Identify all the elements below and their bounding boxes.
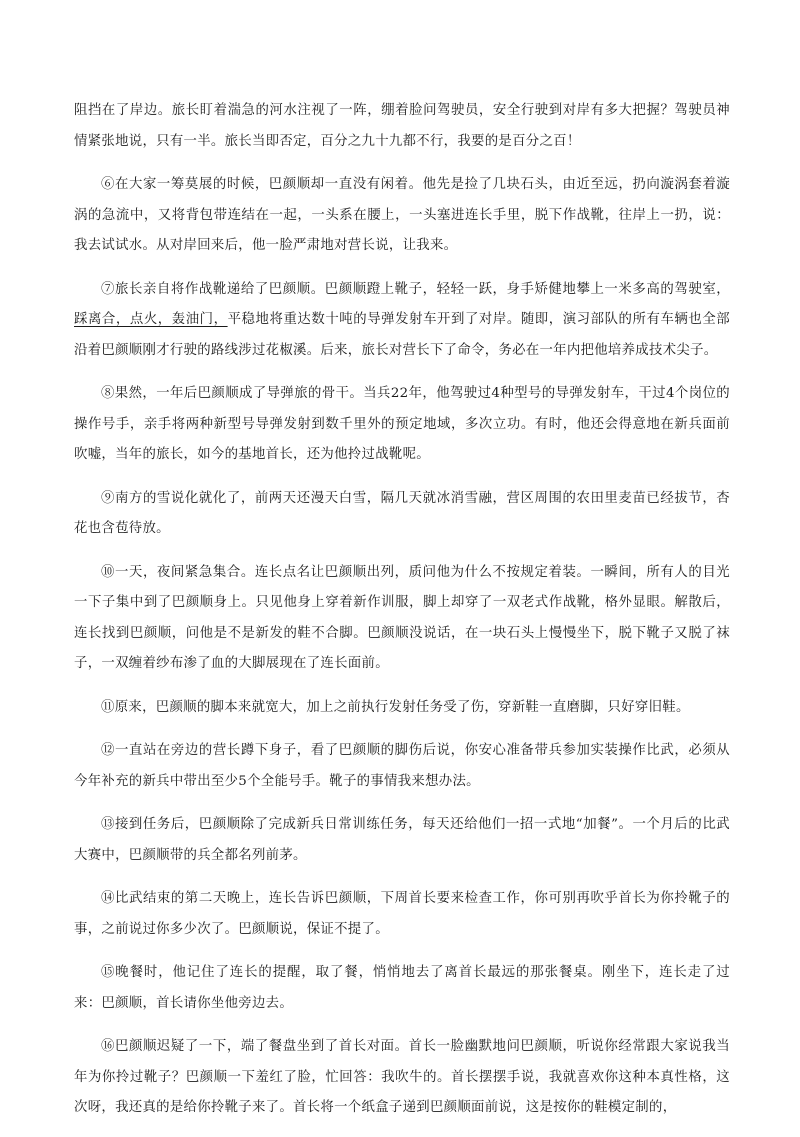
paragraph-text: 平稳地将重达数十吨的导弹发射车开到了对岸。随即，演习部队的所有车辆也全部沿着巴颜顺刚才行驶的路线涉过花椒溪。后来，旅长对营长下了命令，务必在一年内把他培养成技术尖子。 xyxy=(74,312,730,358)
paragraph-text: ⑦旅长亲自将作战靴递给了巴颜顺。巴颜顺蹬上靴子，轻轻一跃，身手矫健地攀上一米多高的驾驶室， xyxy=(101,281,730,297)
paragraph-6 xyxy=(74,170,730,262)
paragraph-text: ⑭比武结束的第二天晚上，连长告诉巴颜顺，下周首长要来检查工作，你可别再吹乎首长为你拎靴子的事，之前说过你多少次了。巴颜顺说，保证不提了。 xyxy=(74,891,730,937)
paragraph-text: ⑮晚餐时，他记住了连长的提醒，取了餐，悄悄地去了离首长最远的那张餐桌。刚坐下，连长走了过来：巴颜顺，首长请你坐他旁边去。 xyxy=(74,965,730,1011)
paragraph-8 xyxy=(74,379,730,471)
paragraph-text: 阻挡在了岸边。旅长盯着湍急的河水注视了一阵，绷着脸问驾驶员，安全行驶到对岸有多大把握？驾驶员神情紧张地说，只有一半。旅长当即否定，百分之九十九都不行，我要的是百分之百！ xyxy=(74,103,730,149)
paragraph-10 xyxy=(74,558,730,680)
paragraph-continuation xyxy=(74,96,730,157)
paragraph-9 xyxy=(74,484,730,545)
paragraph-12 xyxy=(74,736,730,797)
paragraph-16 xyxy=(74,1032,730,1124)
paragraph-13 xyxy=(74,810,730,871)
document-page xyxy=(74,96,730,1137)
paragraph-text: ⑩一天，夜间紧急集合。连长点名让巴颜顺出列，质问他为什么不按规定着装。一瞬间，所有人的目光一下子集中到了巴颜顺身上。只见他身上穿着新作训服，脚上却穿了一双老式作战靴，格外显眼。解散后，连长找到巴颜顺，问他是不是新发的鞋不合脚。巴颜顺没说话，在一块石头上慢慢坐下，脱下靴子又脱了袜子，一双缠着纱布渗了血的大脚展现在了连长面前。 xyxy=(74,564,730,671)
paragraph-text: ⑪原来，巴颜顺的脚本来就宽大，加上之前执行发射任务受了伤，穿新鞋一直磨脚，只好穿旧鞋。 xyxy=(101,699,690,715)
paragraph-15 xyxy=(74,958,730,1019)
paragraph-text: ⑯巴颜顺迟疑了一下，端了餐盘坐到了首长对面。首长一脸幽默地问巴颜顺，听说你经常跟大家说我当年为你拎过靴子？巴颜顺一下羞红了脸，忙回答：我吹牛的。首长摆摆手说，我就喜欢你这种本真性格，这次呀，我还真的是给你拎靴子来了。首长将一个纸盒子递到巴颜顺面前说，这是按你的鞋模定制的， xyxy=(74,1039,730,1115)
paragraph-7 xyxy=(74,275,730,367)
paragraph-text: ⑫一直站在旁边的营长蹲下身子，看了巴颜顺的脚伤后说，你安心准备带兵参加实装操作比武，必须从今年补充的新兵中带出至少5个全能号手。靴子的事情我来想办法。 xyxy=(74,743,730,789)
paragraph-11 xyxy=(74,693,730,724)
paragraph-text: ⑨南方的雪说化就化了，前两天还漫天白雪，隔几天就冰消雪融，营区周围的农田里麦苗已经拔节，杏花也含苞待放。 xyxy=(74,490,730,536)
paragraph-text: ⑧果然，一年后巴颜顺成了导弹旅的骨干。当兵22年，他驾驶过4种型号的导弹发射车，干过4个岗位的操作号手，亲手将两种新型号导弹发射到数千里外的预定地域，多次立功。有时，他还会得意地在新兵面前吹嘘，当年的旅长，如今的基地首长，还为他拎过战靴呢。 xyxy=(74,386,730,462)
paragraph-text: ⑬接到任务后，巴颜顺除了完成新兵日常训练任务，每天还给他们一招一式地“加餐”。一个月后的比武大赛中，巴颜顺带的兵全都名列前茅。 xyxy=(74,817,730,863)
paragraph-14 xyxy=(74,884,730,945)
paragraph-text: ⑥在大家一筹莫展的时候，巴颜顺却一直没有闲着。他先是捡了几块石头，由近至远，扔向漩涡套着漩涡的急流中，又将背包带连结在一起，一头系在腰上，一头塞进连长手里，脱下作战靴，往岸上一扔，说：我去试试水。从对岸回来后，他一脸严肃地对营长说，让我来。 xyxy=(74,177,730,253)
underlined-phrase: 踩离合，点火，轰油门， xyxy=(74,312,228,327)
